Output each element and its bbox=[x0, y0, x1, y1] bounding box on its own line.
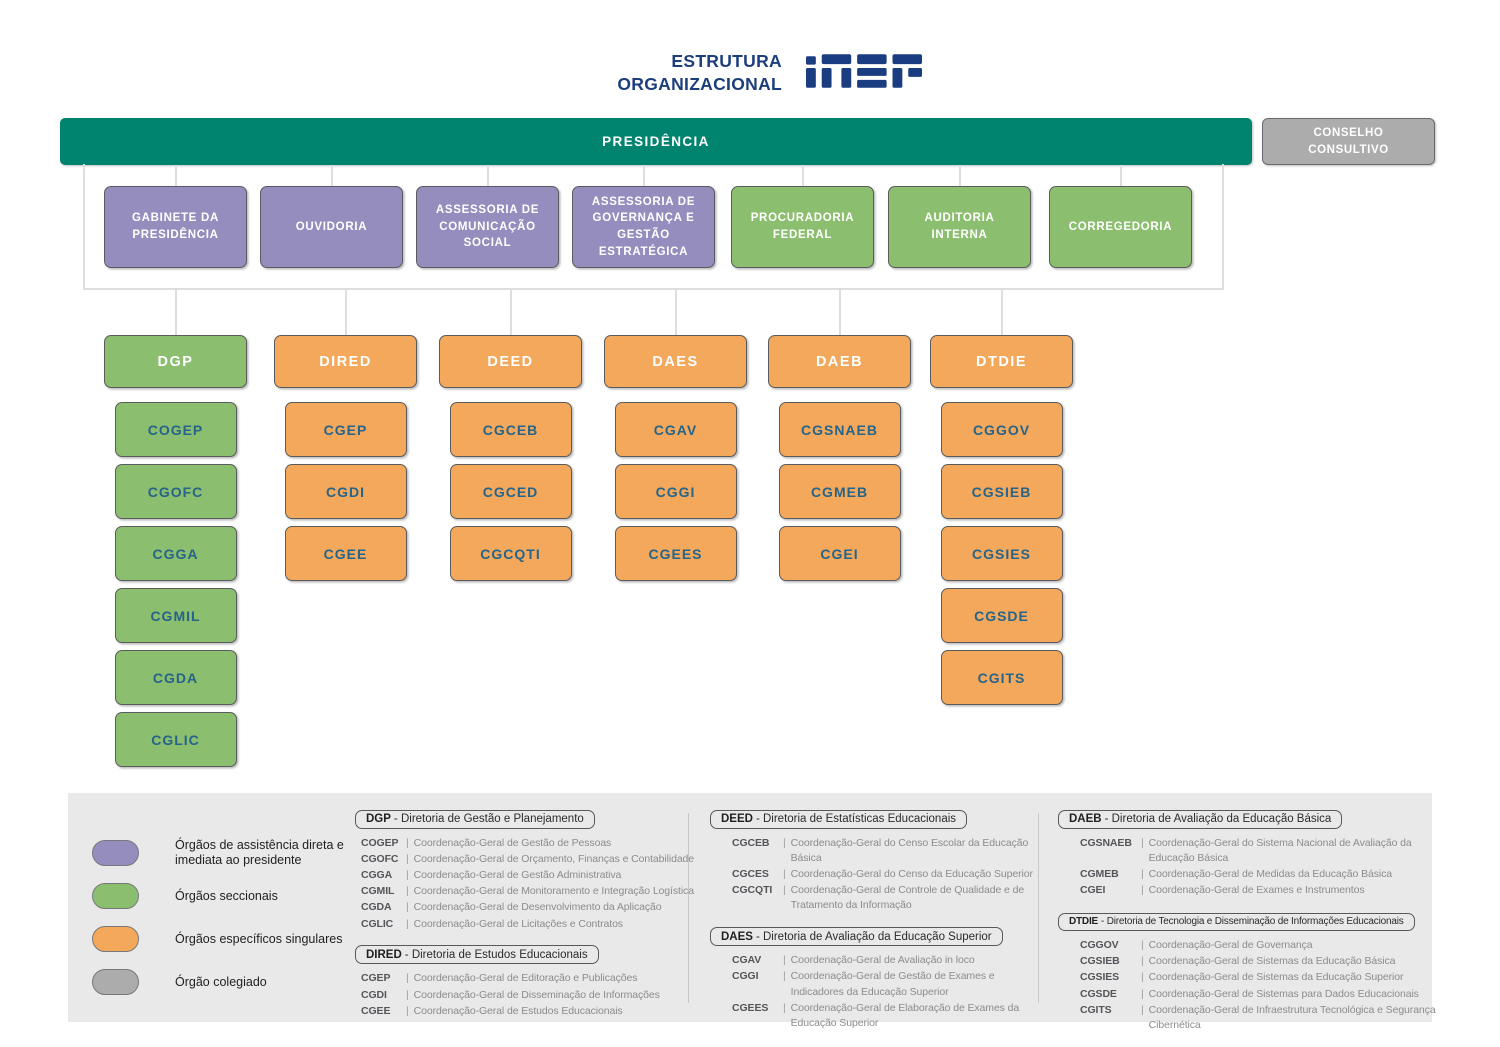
glossary-entry: CGLIC | Coordenação-Geral de Licitações e Contratos bbox=[361, 917, 705, 932]
glossary-entry: CGGA | Coordenação-Geral de Gestão Administrativa bbox=[361, 868, 705, 883]
legend-label: Órgãos seccionais bbox=[175, 888, 278, 903]
box-assessoria-governanca-gestao bbox=[572, 186, 715, 268]
box-cgsies: CGSIES bbox=[941, 526, 1063, 581]
glossary-header-title: - Diretoria de Estudos Educacionais bbox=[405, 949, 588, 961]
glossary-entry: CGSNAEB | Coordenação-Geral do Sistema Nacional de Avaliação da Educação Básica bbox=[1080, 836, 1448, 866]
page-title-line1: ESTRUTURA bbox=[671, 51, 782, 71]
connector-line bbox=[510, 288, 512, 335]
pipe-separator bbox=[783, 883, 786, 913]
box-daeb: DAEB bbox=[768, 335, 911, 388]
box-cgav: CGAV bbox=[615, 402, 737, 457]
glossary-entry: CGMIL | Coordenação-Geral de Monitoramento e Integração Logística bbox=[361, 884, 705, 899]
glossary-header-acronym: DTDIE bbox=[1069, 916, 1099, 928]
glossary-header-title: - Diretoria de Avaliação da Educação Básica bbox=[1105, 813, 1332, 825]
box-ouvidoria bbox=[260, 186, 403, 268]
glossary-header-dgp bbox=[355, 810, 595, 829]
glossary-section-daeb bbox=[1058, 809, 1448, 898]
glossary-section-dgp bbox=[355, 809, 705, 932]
box-cgees: CGEES bbox=[615, 526, 737, 581]
pipe-separator bbox=[1141, 970, 1144, 985]
glossary-header-title: - Diretoria de Tecnologia e Disseminação de Informações Educacionais bbox=[1101, 916, 1404, 927]
connector-line bbox=[643, 165, 645, 187]
pipe-separator bbox=[406, 852, 409, 867]
box-conselho-consultivo bbox=[1262, 118, 1435, 165]
glossary-column-1 bbox=[355, 809, 705, 1032]
box-cgsde: CGSDE bbox=[941, 588, 1063, 643]
glossary-entry: COGEP | Coordenação-Geral de Gestão de Pessoas bbox=[361, 836, 705, 851]
pipe-separator bbox=[406, 971, 409, 986]
box-label: CORREGEDORIA bbox=[1068, 220, 1173, 233]
glossary-entry: CGMEB | Coordenação-Geral de Medidas da Educação Básica bbox=[1080, 867, 1448, 882]
column-dgp bbox=[104, 335, 247, 767]
box-dtdie: DTDIE bbox=[930, 335, 1073, 388]
legend-label: Órgãos específicos singulares bbox=[175, 931, 343, 946]
glossary-header-daeb bbox=[1058, 810, 1342, 829]
connector-line bbox=[802, 165, 804, 187]
pipe-separator bbox=[406, 1004, 409, 1019]
box-label: ASSESSORIA DE GOVERNANÇA E GESTÃO ESTRATÉGICA bbox=[591, 195, 696, 258]
connector-line bbox=[175, 288, 177, 335]
box-cgee: CGEE bbox=[285, 526, 407, 581]
column-daes bbox=[604, 335, 747, 581]
box-cgofc: CGOFC bbox=[115, 464, 237, 519]
box-corregedoria bbox=[1049, 186, 1192, 268]
pipe-separator bbox=[783, 953, 786, 968]
pipe-separator bbox=[1141, 867, 1144, 882]
box-gabinete-da-presidencia bbox=[104, 186, 247, 268]
glossary-entry: CGEP | Coordenação-Geral de Editoração e Publicações bbox=[361, 971, 705, 986]
box-dgp: DGP bbox=[104, 335, 247, 388]
gray-pill-swatch bbox=[92, 969, 139, 995]
pipe-separator bbox=[406, 988, 409, 1003]
glossary-header-daes bbox=[710, 927, 1003, 946]
pipe-separator bbox=[1141, 954, 1144, 969]
legend-label: Órgão colegiado bbox=[175, 974, 267, 989]
green-pill-swatch bbox=[92, 883, 139, 909]
conselho-label: CONSELHO CONSULTIVO bbox=[1308, 127, 1389, 156]
box-procuradoria-federal bbox=[731, 186, 874, 268]
glossary-header-acronym: DIRED bbox=[366, 948, 402, 961]
glossary-section-dtdie bbox=[1058, 911, 1448, 1033]
connector-line bbox=[487, 165, 489, 187]
glossary-header-acronym: DAEB bbox=[1069, 813, 1102, 825]
glossary-header-dired bbox=[355, 945, 599, 964]
pipe-separator bbox=[406, 868, 409, 883]
glossary-entry: CGITS | Coordenação-Geral de Infraestrutura Tecnológica e Segurança Cibernética bbox=[1080, 1003, 1448, 1033]
box-label: AUDITORIA INTERNA bbox=[924, 212, 995, 241]
pipe-separator bbox=[1141, 938, 1144, 953]
box-cgdi: CGDI bbox=[285, 464, 407, 519]
box-dired: DIRED bbox=[274, 335, 417, 388]
box-daes: DAES bbox=[604, 335, 747, 388]
glossary-entry: CGOFC | Coordenação-Geral de Orçamento, Finanças e Contabilidade bbox=[361, 852, 705, 867]
connector-line bbox=[331, 165, 333, 187]
connector-line bbox=[175, 165, 177, 187]
box-label: OUVIDORIA bbox=[295, 220, 368, 233]
pipe-separator bbox=[783, 836, 786, 866]
orange-pill-swatch bbox=[92, 926, 139, 952]
glossary-entry: CGEI | Coordenação-Geral de Exames e Instrumentos bbox=[1080, 883, 1448, 898]
glossary-header-title: - Diretoria de Gestão e Planejamento bbox=[394, 813, 584, 825]
connector-line bbox=[675, 288, 677, 335]
box-cgep: CGEP bbox=[285, 402, 407, 457]
pipe-separator bbox=[1141, 883, 1144, 898]
glossary-section-dired bbox=[355, 945, 705, 1019]
column-daeb bbox=[768, 335, 911, 581]
pipe-separator bbox=[406, 884, 409, 899]
presidencia-label: PRESIDÊNCIA bbox=[602, 134, 710, 149]
glossary-header-acronym: DGP bbox=[366, 813, 391, 825]
glossary-section-daes bbox=[710, 927, 1045, 1032]
box-cgceb: CGCEB bbox=[450, 402, 572, 457]
glossary-header-acronym: DAES bbox=[721, 930, 753, 943]
box-label: ASSESSORIA DE COMUNICAÇÃO SOCIAL bbox=[435, 203, 540, 250]
box-cgmil: CGMIL bbox=[115, 588, 237, 643]
legend-item-especificos bbox=[92, 926, 365, 952]
box-cgsieb: CGSIEB bbox=[941, 464, 1063, 519]
box-cgga: CGGA bbox=[115, 526, 237, 581]
glossary-entry: CGSIES | Coordenação-Geral de Sistemas da Educação Superior bbox=[1080, 970, 1448, 985]
glossary-column-3 bbox=[1058, 809, 1448, 1046]
box-cgsnaeb: CGSNAEB bbox=[779, 402, 901, 457]
pipe-separator bbox=[783, 969, 786, 999]
glossary-header-title: - Diretoria de Avaliação da Educação Superior bbox=[756, 931, 992, 943]
box-cgda: CGDA bbox=[115, 650, 237, 705]
pipe-separator bbox=[1141, 987, 1144, 1002]
box-cgmeb: CGMEB bbox=[779, 464, 901, 519]
page-title bbox=[540, 50, 782, 96]
glossary-section-deed bbox=[710, 809, 1045, 914]
column-dtdie bbox=[930, 335, 1073, 705]
box-label: GABINETE DA PRESIDÊNCIA bbox=[132, 212, 219, 241]
box-presidencia bbox=[60, 118, 1252, 165]
pipe-separator bbox=[406, 836, 409, 851]
glossary-entry: CGDA | Coordenação-Geral de Desenvolvimento da Aplicação bbox=[361, 900, 705, 915]
glossary-entry: CGDI | Coordenação-Geral de Disseminação de Informações bbox=[361, 988, 705, 1003]
glossary-header-dtdie bbox=[1058, 913, 1415, 931]
box-cogep: COGEP bbox=[115, 402, 237, 457]
legend-label: Órgãos de assistência direta e imediata ao presidente bbox=[175, 838, 344, 867]
legend-panel bbox=[68, 793, 1436, 1031]
connector-line bbox=[1120, 165, 1122, 187]
connector-line bbox=[1001, 288, 1003, 335]
column-dired bbox=[274, 335, 417, 581]
page-title-line2: ORGANIZACIONAL bbox=[617, 74, 782, 95]
box-label: PROCURADORIA FEDERAL bbox=[750, 212, 855, 241]
pipe-separator bbox=[1141, 836, 1144, 866]
box-auditoria-interna bbox=[888, 186, 1031, 268]
glossary-entry: CGAV | Coordenação-Geral de Avaliação in loco bbox=[732, 953, 1045, 968]
glossary-entry: CGCQTI | Coordenação-Geral de Controle de Qualidade e de Tratamento da Informação bbox=[732, 883, 1045, 913]
glossary-header-deed bbox=[710, 810, 967, 829]
legend-item-assistencia bbox=[92, 840, 365, 866]
connector-line bbox=[345, 288, 347, 335]
glossary-entry: CGEE | Coordenação-Geral de Estudos Educacionais bbox=[361, 1004, 705, 1019]
inep-logo bbox=[806, 53, 922, 89]
box-deed: DEED bbox=[439, 335, 582, 388]
box-assessoria-comunicacao-social bbox=[416, 186, 559, 268]
box-cgced: CGCED bbox=[450, 464, 572, 519]
glossary-entry: CGGI | Coordenação-Geral de Gestão de Exames e Indicadores da Educação Superior bbox=[732, 969, 1045, 999]
pipe-separator bbox=[783, 1001, 786, 1031]
box-cglic: CGLIC bbox=[115, 712, 237, 767]
pipe-separator bbox=[783, 867, 786, 882]
box-cgei: CGEI bbox=[779, 526, 901, 581]
purple-pill-swatch bbox=[92, 840, 139, 866]
column-deed bbox=[439, 335, 582, 581]
pipe-separator bbox=[406, 900, 409, 915]
connector-line bbox=[839, 288, 841, 335]
connector-line bbox=[959, 165, 961, 187]
glossary-entry: CGCES | Coordenação-Geral do Censo da Educação Superior bbox=[732, 867, 1045, 882]
glossary-entry: CGSDE | Coordenação-Geral de Sistemas para Dados Educacionais bbox=[1080, 987, 1448, 1002]
glossary-entry: CGCEB | Coordenação-Geral do Censo Escolar da Educação Básica bbox=[732, 836, 1045, 866]
legend-item-colegiado bbox=[92, 969, 365, 995]
glossary-entry: CGGOV | Coordenação-Geral de Governança bbox=[1080, 938, 1448, 953]
glossary-entry: CGEES | Coordenação-Geral de Elaboração de Exames da Educação Superior bbox=[732, 1001, 1045, 1031]
pipe-separator bbox=[1141, 1003, 1144, 1033]
box-cggov: CGGOV bbox=[941, 402, 1063, 457]
glossary-entry: CGSIEB | Coordenação-Geral de Sistemas da Educação Básica bbox=[1080, 954, 1448, 969]
box-cgits: CGITS bbox=[941, 650, 1063, 705]
pipe-separator bbox=[406, 917, 409, 932]
glossary-header-title: - Diretoria de Estatísticas Educacionais bbox=[756, 813, 956, 825]
box-cgcqti: CGCQTI bbox=[450, 526, 572, 581]
box-cggi: CGGI bbox=[615, 464, 737, 519]
glossary-header-acronym: DEED bbox=[721, 813, 753, 825]
legend-item-seccionais bbox=[92, 883, 365, 909]
glossary-column-2 bbox=[710, 809, 1045, 1044]
